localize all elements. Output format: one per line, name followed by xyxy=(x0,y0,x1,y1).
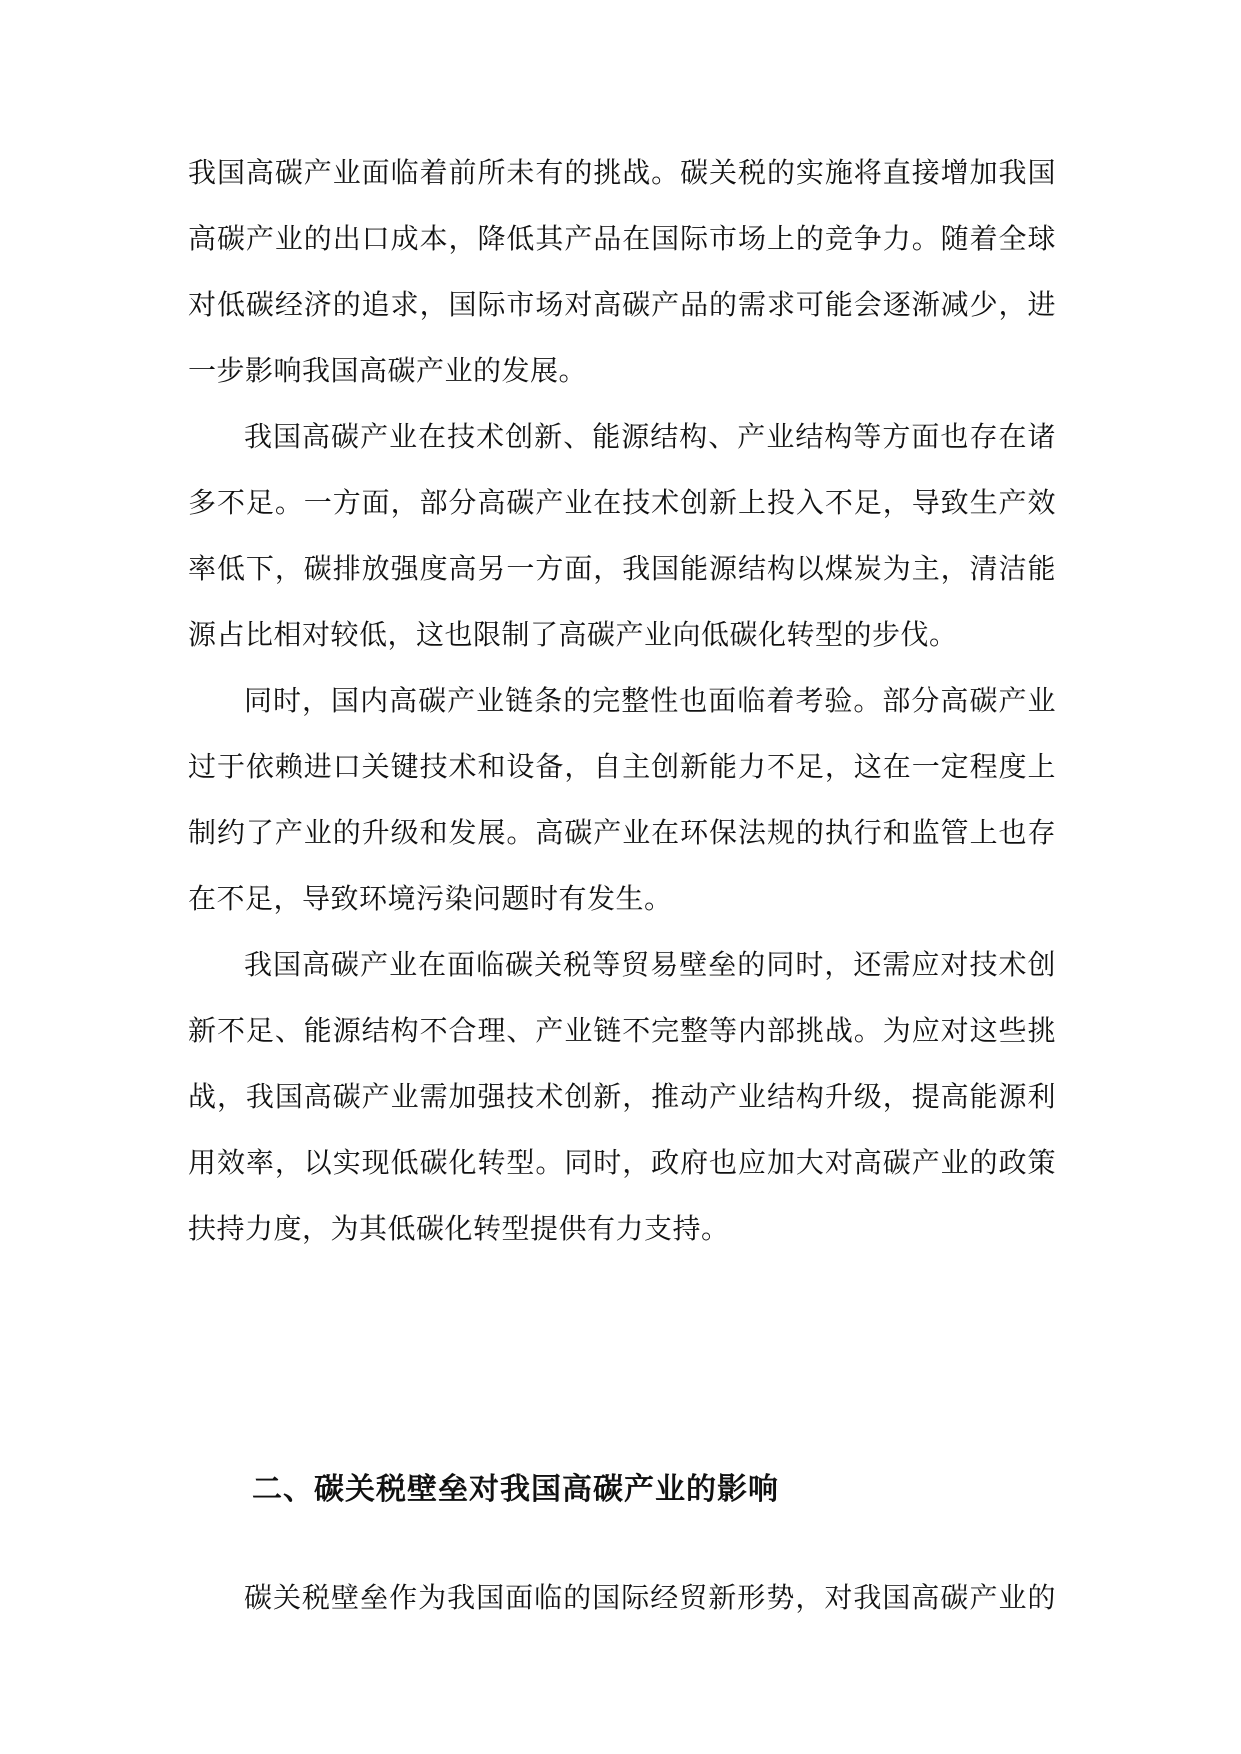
paragraph-4-line-2: 新不足、能源结构不合理、产业链不完整等内部挑战。为应对这些挑 xyxy=(188,1014,1056,1047)
paragraph-4-line-3: 战，我国高碳产业需加强技术创新，推动产业结构升级，提高能源利 xyxy=(188,1080,1056,1113)
paragraph-3-line-2: 过于依赖进口关键技术和设备，自主创新能力不足，这在一定程度上 xyxy=(188,750,1056,783)
paragraph-1-line-4: 一步影响我国高碳产业的发展。 xyxy=(188,354,588,387)
tail-paragraph xyxy=(188,1565,1056,1631)
tail-paragraph-line-1: 碳关税壁垒作为我国面临的国际经贸新形势，对我国高碳产业的 xyxy=(244,1581,1056,1614)
paragraph-2-line-4: 源占比相对较低，这也限制了高碳产业向低碳化转型的步伐。 xyxy=(188,618,958,651)
paragraph-4-line-1: 我国高碳产业在面临碳关税等贸易壁垒的同时，还需应对技术创 xyxy=(244,948,1056,981)
paragraph-1-line-1: 我国高碳产业面临着前所未有的挑战。碳关税的实施将直接增加我国 xyxy=(188,156,1056,189)
section-heading: 二、碳关税壁垒对我国高碳产业的影响 xyxy=(252,1472,779,1507)
body-text xyxy=(188,140,1056,1262)
paragraph-4-line-4: 用效率，以实现低碳化转型。同时，政府也应加大对高碳产业的政策 xyxy=(188,1146,1056,1179)
paragraph-1-line-2: 高碳产业的出口成本，降低其产品在国际市场上的竞争力。随着全球 xyxy=(188,222,1056,255)
paragraph-3-line-4: 在不足，导致环境污染问题时有发生。 xyxy=(188,882,673,915)
paragraph-3-line-1: 同时，国内高碳产业链条的完整性也面临着考验。部分高碳产业 xyxy=(244,684,1056,717)
paragraph-3-line-3: 制约了产业的升级和发展。高碳产业在环保法规的执行和监管上也存 xyxy=(188,816,1056,849)
paragraph-2-line-1: 我国高碳产业在技术创新、能源结构、产业结构等方面也存在诸 xyxy=(244,420,1056,453)
paragraph-1-line-3: 对低碳经济的追求，国际市场对高碳产品的需求可能会逐渐减少，进 xyxy=(188,288,1056,321)
paragraph-2-line-2: 多不足。一方面，部分高碳产业在技术创新上投入不足，导致生产效 xyxy=(188,486,1056,519)
paragraph-4-line-5: 扶持力度，为其低碳化转型提供有力支持。 xyxy=(188,1212,730,1245)
paragraph-2-line-3: 率低下，碳排放强度高另一方面，我国能源结构以煤炭为主，清洁能 xyxy=(188,552,1056,585)
